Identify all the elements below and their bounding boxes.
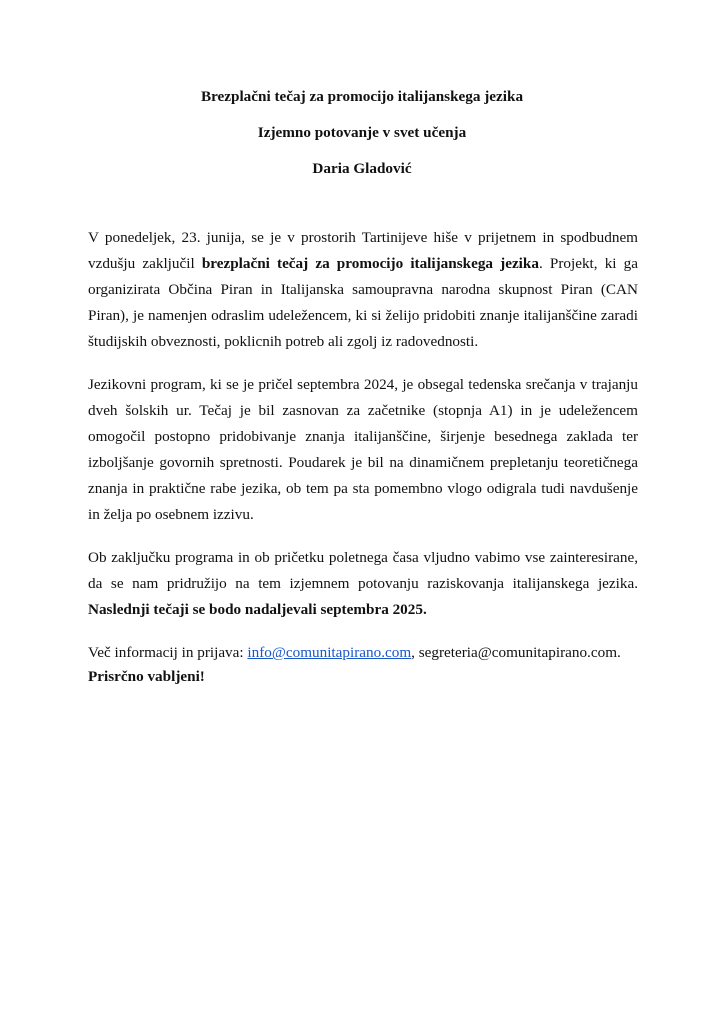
contact-separator: , — [411, 644, 419, 661]
paragraph-3 — [88, 545, 638, 623]
document-subtitle: Izjemno potovanje v svet učenja — [257, 124, 467, 141]
contact-line — [88, 640, 638, 666]
closing-line: Prisrčno vabljeni! — [88, 668, 205, 685]
info-email-link[interactable]: info@comunitapirano.com — [247, 644, 412, 661]
secretary-email: segreteria@comunitapirano.com — [418, 644, 618, 661]
paragraph-1 — [88, 225, 638, 355]
contact-label: Več informacij in prijava: — [88, 644, 248, 661]
contact-end: . — [617, 644, 621, 661]
paragraph-3-bold: Naslednji tečaji se bodo nadaljevali septembra 2025. — [88, 601, 427, 618]
document-title: Brezplačni tečaj za promocijo italijanskega jezika — [200, 88, 524, 105]
paragraph-2-text: Jezikovni program, ki se je pričel septembra 2024, je obsegal tedenska srečanja v trajanju dveh šolskih ur. Tečaj je bil zasnovan za začetnike (stopnja A1) in je udeležencem omogočil postopno pridobivanje znanja italijanščine, širjenje besednega zaklada ter izboljšanje govornih spretnosti. Poudarek je bil na dinamičnem prepletanju teoretičnega znanja in praktične rabe jezika, ob tem pa sta pomembno vlogo odigrala tudi navdušenje in želja po osebnem izzivu. — [88, 376, 638, 523]
article-body — [88, 225, 638, 683]
paragraph-1-text-a: V ponedeljek, 23. junija, se je v prostorih Tartinijeve hiše v prijetnem in spodbudnem vzdušju zaključil — [88, 229, 638, 272]
author-name: Daria Gladović — [312, 160, 412, 177]
paragraph-3-text: Ob zaključku programa in ob pričetku poletnega časa vljudno vabimo vse zainteresirane, da se nam pridružijo na tem izjemnem potovanju raziskovanja italijanskega jezika. — [88, 549, 638, 592]
paragraph-2 — [88, 372, 638, 528]
paragraph-1-bold: brezplačni tečaj za promocijo italijanskega jezika — [201, 255, 539, 272]
paragraph-1-text-b: . Projekt, ki ga organizirata Občina Piran in Italijanska samoupravna narodna skupnost Piran (CAN Piran), je namenjen odraslim udeležencem, ki si želijo pridobiti znanje italijanščine zaradi študijskih obveznosti, poklicnih potreb ali zgolj iz radovednosti. — [88, 255, 638, 350]
